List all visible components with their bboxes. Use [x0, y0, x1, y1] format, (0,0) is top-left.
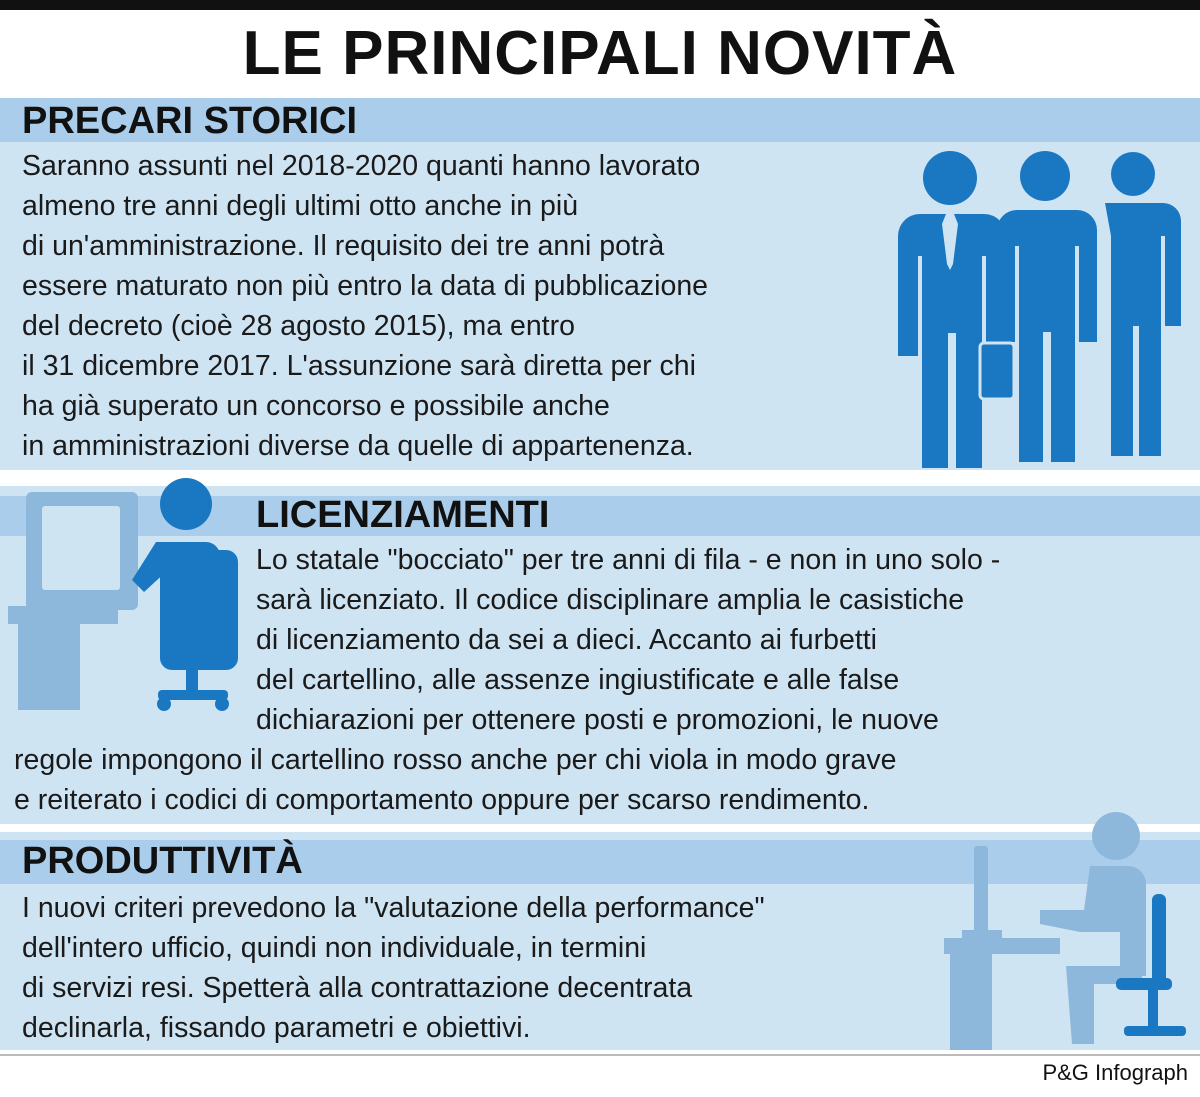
business-people-icon	[880, 148, 1190, 468]
text-line: di un'amministrazione. Il requisito dei tre anni potrà	[22, 230, 665, 262]
text-line: e reiterato i codici di comportamento oppure per scarso rendimento.	[14, 784, 870, 816]
text-line: Lo statale "bocciato" per tre anni di fila - e non in uno solo -	[256, 544, 1001, 576]
text-line: dell'intero ufficio, quindi non individuale, in termini	[22, 932, 647, 964]
section-text-licenziamenti-lower	[14, 740, 896, 820]
text-line: in amministrazioni diverse da quelle di appartenenza.	[22, 430, 694, 462]
text-line: I nuovi criteri prevedono la "valutazione della performance"	[22, 892, 765, 924]
text-line: del cartellino, alle assenze ingiustificate e alle false	[256, 664, 900, 696]
text-line: Saranno assunti nel 2018-2020 quanti hanno lavorato	[22, 150, 701, 182]
text-line: di licenziamento da sei a dieci. Accanto ai furbetti	[256, 624, 878, 656]
text-line: essere maturato non più entro la data di pubblicazione	[22, 270, 709, 302]
office-worker-computer-icon	[8, 478, 248, 714]
text-line: ha già superato un concorso e possibile anche	[22, 390, 610, 422]
text-line: regole impongono il cartellino rosso anche per chi viola in modo grave	[14, 744, 897, 776]
section-text-licenziamenti-upper	[256, 540, 1000, 740]
text-line: di servizi resi. Spetterà alla contrattazione decentrata	[22, 972, 693, 1004]
text-line: dichiarazioni per ottenere posti e promozioni, le nuove	[256, 704, 939, 736]
text-line: del decreto (cioè 28 agosto 2015), ma entro	[22, 310, 575, 342]
bottom-rule	[0, 1054, 1200, 1056]
credit-label: P&G Infograph	[1042, 1060, 1188, 1085]
text-line: sarà licenziato. Il codice disciplinare amplia le casistiche	[256, 584, 965, 616]
section-text-precari	[22, 146, 708, 466]
text-line: il 31 dicembre 2017. L'assunzione sarà diretta per chi	[22, 350, 696, 382]
text-line: almeno tre anni degli ultimi otto anche in più	[22, 190, 579, 222]
section-text-produttivita	[22, 888, 765, 1048]
section-heading-precari: PRECARI STORICI	[22, 100, 358, 142]
page-title: LE PRINCIPALI NOVITÀ	[242, 19, 958, 88]
section-heading-licenziamenti: LICENZIAMENTI	[256, 494, 550, 536]
text-line: declinarla, fissando parametri e obiettivi.	[22, 1012, 531, 1044]
section-heading-produttivita: PRODUTTIVITÀ	[22, 840, 303, 882]
top-rule	[0, 0, 1200, 10]
worker-at-desk-icon	[940, 810, 1195, 1050]
